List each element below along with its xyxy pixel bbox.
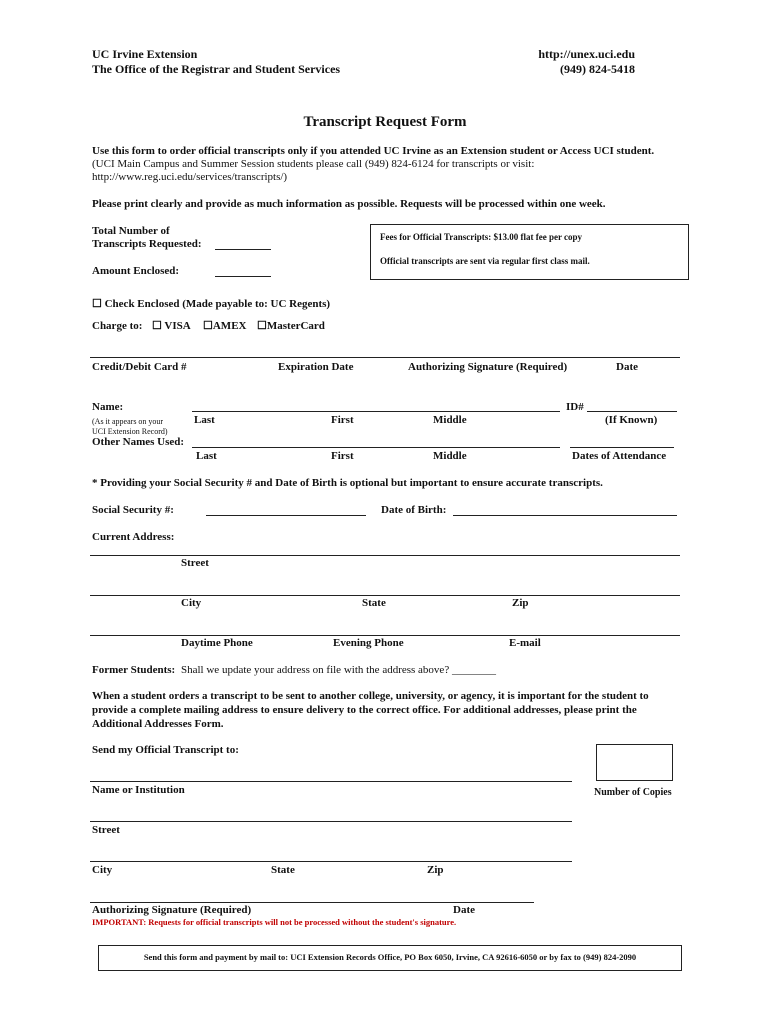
dob-field[interactable] [453,515,677,516]
id-field[interactable] [587,411,677,412]
mail-text: Official transcripts are sent via regular first class mail. [380,256,590,266]
send-zip-label: Zip [427,864,444,876]
signature-field[interactable] [90,902,534,903]
other-college-line-1: When a student orders a transcript to be sent to another college, university, or agency, it is important for the student to [92,690,649,702]
signature-label: Authorizing Signature (Required) [92,904,252,916]
dates-attendance-field[interactable] [570,447,674,448]
other-names-field[interactable] [192,447,560,448]
name-label: Name: [92,401,124,413]
ssn-label: Social Security #: [92,504,174,516]
total-label-2: Transcripts Requested: [92,238,202,250]
total-label-1: Total Number of [92,225,170,237]
phone-email-field[interactable] [90,635,680,636]
signature-date-label: Date [453,904,475,916]
name-field[interactable] [192,411,560,412]
dob-label: Date of Birth: [381,504,447,516]
send-street-field[interactable] [90,821,572,822]
institution-field[interactable] [90,781,572,782]
send-city-label: City [92,864,113,876]
check-enclosed-checkbox[interactable]: ☐ Check Enclosed (Made payable to: UC Regents) [92,298,331,310]
institution-label: Name or Institution [92,784,185,796]
card-date-label: Date [616,361,638,373]
former-students-label: Former Students: [92,664,176,676]
number-of-copies-box[interactable] [596,744,673,781]
amex-checkbox[interactable]: ☐AMEX [203,320,247,332]
charge-to-label: Charge to: [92,320,143,332]
street-label: Street [181,557,209,569]
important-note: IMPORTANT: Requests for official transcripts will not be processed without the student's signature. [92,917,457,927]
ssn-field[interactable] [206,515,366,516]
daytime-phone-label: Daytime Phone [181,637,253,649]
org-name: UC Irvine Extension [92,47,198,61]
zip-label: Zip [512,597,529,609]
other-names-label: Other Names Used: [92,436,185,448]
first-label: First [331,414,354,426]
last-label: Last [194,414,215,426]
send-city-field[interactable] [90,861,572,862]
intro-line-2: (UCI Main Campus and Summer Session students please call (949) 824-6124 for transcripts or visit: [92,158,535,170]
id-label: ID# [566,401,584,413]
fees-text: Fees for Official Transcripts: $13.00 flat fee per copy [380,232,583,242]
street-field[interactable] [90,555,680,556]
city-state-zip-field[interactable] [90,595,680,596]
city-label: City [181,597,202,609]
send-state-label: State [271,864,295,876]
total-requested-field[interactable] [215,249,271,250]
if-known-label: (If Known) [605,414,658,426]
other-college-line-2: provide a complete mailing address to ensure delivery to the correct office. For additional addresses, please print the [92,704,637,716]
card-number-label: Credit/Debit Card # [92,361,187,373]
header-phone: (949) 824-5418 [560,62,635,76]
send-street-label: Street [92,824,120,836]
amount-label: Amount Enclosed: [92,265,180,277]
former-students-question[interactable]: Shall we update your address on file with the address above? ________ [181,664,496,676]
last-label-2: Last [196,450,217,462]
other-college-line-3: Additional Addresses Form. [92,718,224,730]
intro-line-1: Use this form to order official transcripts only if you attended UC Irvine as an Extension student or Access UCI student. [92,145,655,157]
current-address-label: Current Address: [92,531,175,543]
name-note-1: (As it appears on your [92,417,164,426]
intro-line-3[interactable]: http://www.reg.uci.edu/services/transcripts/) [92,171,288,183]
ssn-note: * Providing your Social Security # and Date of Birth is optional but important to ensure accurate transcripts. [92,477,603,489]
first-label-2: First [331,450,354,462]
send-to-heading: Send my Official Transcript to: [92,744,239,756]
page-title: Transcript Request Form [303,114,467,130]
card-line[interactable] [90,357,680,358]
print-clearly-note: Please print clearly and provide as much information as possible. Requests will be processed within one week. [92,198,606,210]
state-label: State [362,597,386,609]
name-note-2: UCI Extension Record) [92,427,168,436]
amount-enclosed-field[interactable] [215,276,271,277]
card-signature-label: Authorizing Signature (Required) [408,361,568,373]
dates-attendance-label: Dates of Attendance [572,450,667,462]
middle-label: Middle [433,414,467,426]
footer-mail-instructions: Send this form and payment by mail to: UCI Extension Records Office, PO Box 6050, Irvine, CA 92616-6050 or by fax to (949) 824-2090 [143,952,637,962]
office-name: The Office of the Registrar and Student Services [92,62,341,76]
email-label: E-mail [509,637,541,649]
header-url[interactable]: http://unex.uci.edu [538,47,635,61]
middle-label-2: Middle [433,450,467,462]
number-of-copies-label: Number of Copies [594,787,672,798]
visa-checkbox[interactable]: ☐ VISA [152,320,191,332]
evening-phone-label: Evening Phone [333,637,404,649]
mastercard-checkbox[interactable]: ☐MasterCard [257,320,325,332]
expiration-label: Expiration Date [278,361,354,373]
